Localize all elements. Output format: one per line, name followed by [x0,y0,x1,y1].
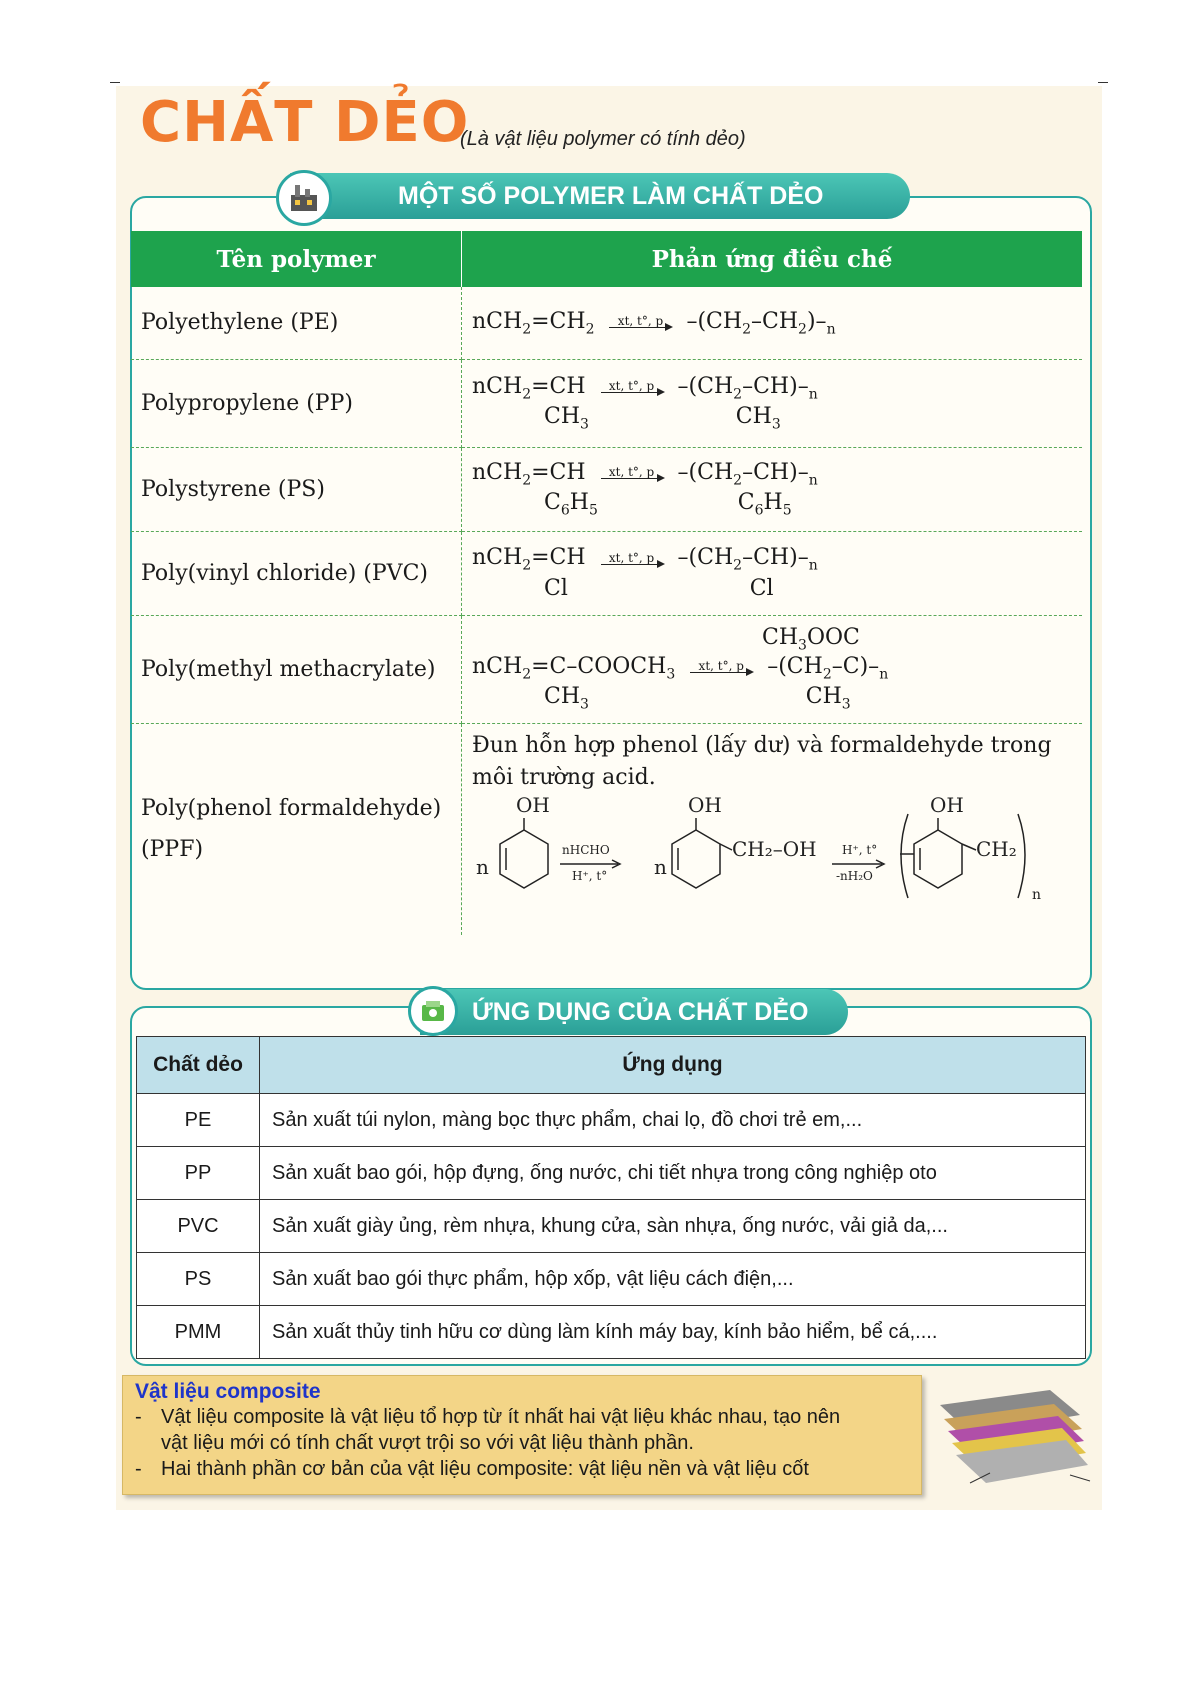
application-banner [420,989,848,1035]
note-line-2 [135,1456,909,1482]
bullet-dash: - [135,1458,142,1480]
note-line-1b: vật liệu mới có tính chất vượt trội so với vật liệu thành phần. [161,1432,694,1454]
table-row [131,359,1082,447]
ppf-reaction-diagram [472,794,1072,914]
ppf-condition-1-top: nHCHO [562,842,610,857]
condition-label: xt, t°, p [608,465,655,480]
col-plastic: Chất dẻo [137,1037,260,1094]
table-row [137,1147,1086,1200]
polymer-name-ppf [131,723,462,935]
note-text: Vật liệu composite là vật liệu tổ hợp từ ít nhất hai vật liệu khác nhau, tạo nên [161,1406,841,1428]
svg-text:OH: OH [930,793,964,817]
table-row [131,723,1082,935]
reaction-ps: nCH$_2$=CH xt, t°, p $-(CH_2-CH)-_n$ $C_6H_5$ $C_6H_5$ [462,447,1083,531]
table-row [137,1094,1086,1147]
table-row [131,447,1082,531]
col-use: Ứng dụng [260,1037,1086,1094]
plastic-use: Sản xuất giày ủng, rèm nhựa, khung cửa, sàn nhựa, ống nước, vải giả da,... [260,1200,1086,1253]
plastic-use: Sản xuất túi nylon, màng bọc thực phẩm, chai lọ, đồ chơi trẻ em,... [260,1094,1086,1147]
composite-note [122,1375,922,1495]
table-row [131,615,1082,723]
table-row [137,1253,1086,1306]
col-reaction: Phản ứng điều chế [462,231,1083,287]
benzene-ring-1 [500,830,548,888]
svg-text:OH: OH [516,793,550,817]
svg-text:n: n [654,854,667,879]
polymer-name: Polystyrene (PS) [131,447,462,531]
polymer-banner [290,173,910,219]
reaction-pvc: nCH$_2$=CH xt, t°, p $-(CH_2-CH)-_n$ Cl Cl [462,531,1083,615]
page-top-line-right [1098,82,1108,83]
polymer-name: Poly(phenol formaldehyde) [141,796,442,822]
svg-text:OH: OH [688,793,722,817]
table-row [137,1200,1086,1253]
page-subtitle: (Là vật liệu polymer có tính dẻo) [460,128,746,150]
factory-icon [276,170,332,226]
condition-label: xt, t°, p [608,550,655,565]
polymer-name: Polypropylene (PP) [131,359,462,447]
application-banner-title: ỨNG DỤNG CỦA CHẤT DẺO [472,997,809,1026]
polymer-table [131,231,1082,935]
plastic-use: Sản xuất thủy tinh hữu cơ dùng làm kính máy bay, kính bảo hiểm, bể cá,.... [260,1306,1086,1359]
ppf-condition-2-top: H⁺, t° [842,842,878,857]
plastic-use: Sản xuất bao gói thực phẩm, hộp xốp, vật liệu cách điện,... [260,1253,1086,1306]
plastic-abbr: PS [137,1253,260,1306]
plastic-abbr: PVC [137,1200,260,1253]
ppf-condition-2-bottom: -nH₂O [836,868,873,883]
polymer-abbr: (PPF) [141,837,204,863]
note-title: Vật liệu composite [135,1380,321,1403]
col-polymer-name: Tên polymer [131,231,462,287]
page-title: CHẤT DẺO [140,90,470,155]
condition-label: xt, t°, p [617,314,664,329]
polymer-name: Poly(methyl methacrylate) [131,615,462,723]
polymer-name: Poly(vinyl chloride) (PVC) [131,531,462,615]
note-line-1 [135,1404,909,1430]
benzene-ring-3 [914,830,962,888]
reaction-pmma: $CH_3OOC$ $nCH_2=C-COOCH_3$ xt, t°, p $-(CH_2-C)-_n$ $CH_3$ $CH_3$ [462,615,1083,723]
plastic-abbr: PMM [137,1306,260,1359]
ppf-condition-1-bottom: H⁺, t° [572,868,608,883]
reaction-pp: nCH$_2$=CH xt, t°, p $-(CH_2-CH)-_n$ $CH_3$ $CH_3$ [462,359,1083,447]
table-row [131,287,1082,359]
plastic-abbr: PP [137,1147,260,1200]
condition-label: xt, t°, p [698,659,744,674]
composite-layers-image [930,1385,1098,1495]
plastic-use: Sản xuất bao gói, hộp đựng, ống nước, chi tiết nhựa trong công nghiệp oto [260,1147,1086,1200]
svg-text:n: n [1032,886,1042,903]
application-table [136,1036,1086,1359]
svg-text:CH₂–OH: CH₂–OH [732,836,817,861]
polymer-name: Polyethylene (PE) [131,287,462,359]
table-row [137,1306,1086,1359]
bullet-dash: - [135,1406,142,1428]
plastic-abbr: PE [137,1094,260,1147]
svg-text:CH₂: CH₂ [976,836,1017,861]
condition-label: xt, t°, p [608,379,655,394]
page-top-line-left [110,82,120,83]
reaction-pe: $nCH_2=CH_2$ xt, t°, p $-(CH_2-CH_2)-_n$ [462,287,1083,359]
ppf-description: Đun hỗn hợp phenol (lấy dư) và formaldehyde trong môi trường acid. [472,732,1052,790]
note-text: Hai thành phần cơ bản của vật liệu composite: vật liệu nền và vật liệu cốt [161,1458,809,1480]
svg-text:n: n [476,854,489,879]
benzene-ring-2 [672,830,720,888]
reaction-ppf [462,723,1083,935]
application-icon [408,986,458,1036]
polymer-banner-title: MỘT SỐ POLYMER LÀM CHẤT DẺO [398,181,824,210]
table-row [131,531,1082,615]
